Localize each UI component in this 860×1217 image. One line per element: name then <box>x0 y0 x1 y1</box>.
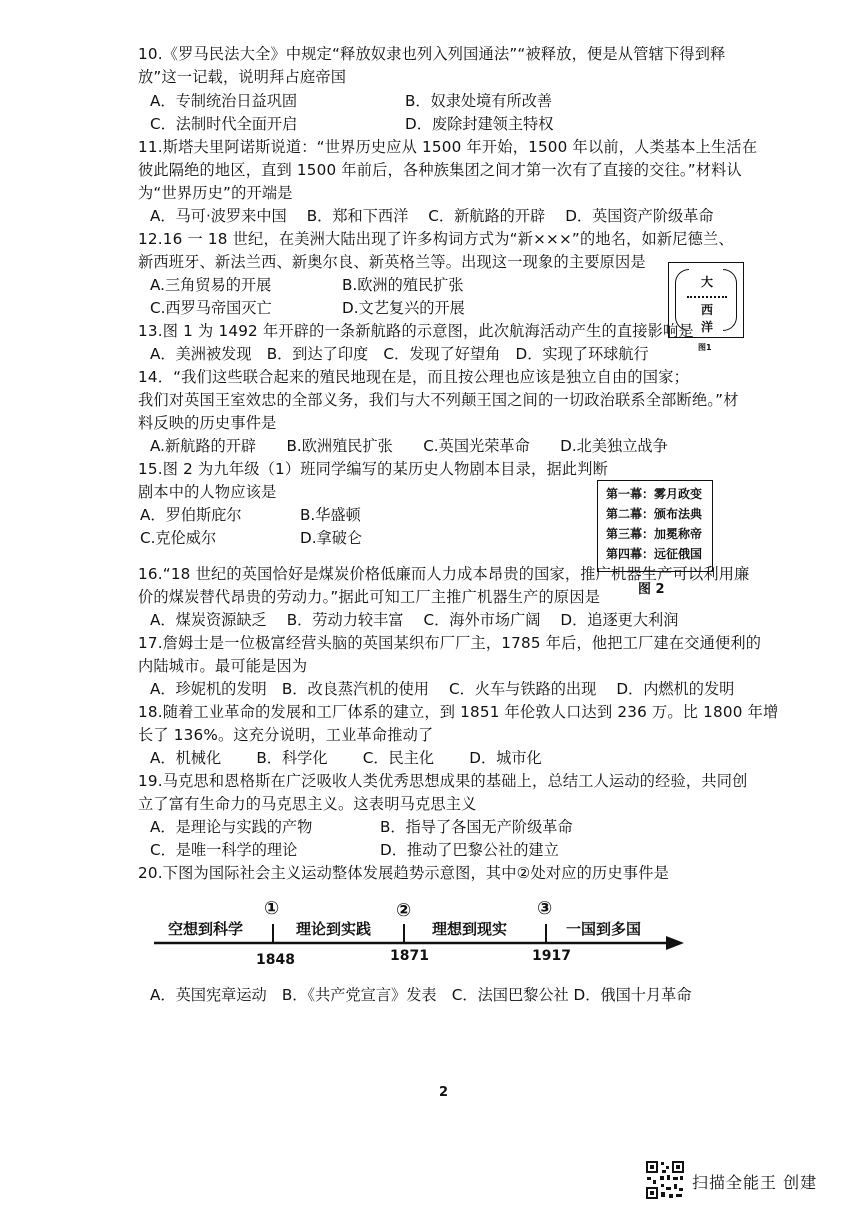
q16-line2: 价的煤炭替代昂贵的劳动力。”据此可知工厂主推广机器生产的原因是 <box>138 588 601 606</box>
stage-theory-to-practice: 理论到实践 <box>296 920 372 938</box>
q11-line3: 为“世界历史”的开端是 <box>138 184 293 202</box>
q12-line2: 新西班牙、新法兰西、新奥尔良、新英格兰等。出现这一现象的主要原因是 <box>138 253 646 271</box>
q19-option-b: B．指导了各国无产阶级革命 <box>380 818 573 836</box>
q14-line2: 我们对英国王室效忠的全部义务，我们与大不列颠王国之间的一切政治联系全部断绝。”材 <box>138 391 739 409</box>
q20-line1: 20.下图为国际社会主义运动整体发展趋势示意图，其中②处对应的历史事件是 <box>138 864 669 882</box>
q10-line1: 10.《罗马民法大全》中规定“释放奴隶也列入列国通法”“被释放，便是从管辖下得到释 <box>138 45 726 63</box>
q12-option-d: D.文艺复兴的开展 <box>342 299 465 317</box>
stage-utopia-to-science: 空想到科学 <box>168 920 244 938</box>
q17-line1: 17.詹姆士是一位极富经营头脑的英国某织布厂厂主，1785 年后，他把工厂建在交通便利的 <box>138 634 762 652</box>
year-1917: 1917 <box>532 948 571 964</box>
timeline-arrowhead <box>666 936 684 950</box>
q10-option-a: A．专制统治日益巩固 <box>150 92 298 110</box>
marker-1: ① <box>264 898 280 919</box>
q12-option-c: C.西罗马帝国灭亡 <box>150 299 272 317</box>
q18-options: A．机械化 B．科学化 C．民主化 D．城市化 <box>150 749 542 767</box>
marker-3: ③ <box>537 898 553 919</box>
q15-option-b: B.华盛顿 <box>300 506 361 524</box>
q15-option-a: A．罗伯斯庇尔 <box>140 506 242 524</box>
act-1: 第一幕：雾月政变 <box>606 487 703 501</box>
route-dotted-line <box>687 296 727 298</box>
q14-options: A.新航路的开辟 B.欧洲殖民扩张 C.英国光荣革命 D.北美独立战争 <box>150 437 668 455</box>
stage-one-to-many-countries: 一国到多国 <box>566 920 642 938</box>
q10-option-d: D．废除封建领主特权 <box>405 115 554 133</box>
q17-options: A．珍妮机的发明 B．改良蒸汽机的使用 C．火车与铁路的出现 D．内燃机的发明 <box>150 680 735 698</box>
q11-line2: 彼此隔绝的地区，直到 1500 年前后，各种族集团之间才第一次有了直接的交往。”材料认 <box>138 161 742 179</box>
q16-options: A．煤炭资源缺乏 B．劳动力较丰富 C．海外市场广阔 D．追逐更大利润 <box>150 611 679 629</box>
marker-2: ② <box>396 900 412 921</box>
q16-line1: 16.“18 世纪的英国恰好是煤炭价格低廉而人力成本昂贵的国家，推广机器生产可以利用廉 <box>138 565 750 583</box>
year-1871: 1871 <box>390 948 429 964</box>
figure-1-char-3: 洋 <box>700 320 713 334</box>
q10-option-b: B．奴隶处境有所改善 <box>405 92 553 110</box>
q10-option-c: C．法制时代全面开启 <box>150 115 298 133</box>
q10-line2: 放”这一记载，说明拜占庭帝国 <box>138 68 347 86</box>
q20-options: A．英国宪章运动 B．《共产党宣言》发表 C．法国巴黎公社 D．俄国十月革命 <box>150 986 692 1004</box>
q19-line1: 19.马克思和恩格斯在广泛吸收人类优秀思想成果的基础上，总结工人运动的经验，共同创 <box>138 772 748 790</box>
q15-option-d: D.拿破仑 <box>300 529 363 547</box>
figure-1-char-2: 西 <box>700 303 713 317</box>
act-2: 第二幕：颁布法典 <box>606 507 703 521</box>
q13-options: A．美洲被发现 B．到达了印度 C．发现了好望角 D．实现了环球航行 <box>150 345 649 363</box>
q18-line1: 18.随着工业革命的发展和工厂体系的建立，到 1851 年伦敦人口达到 236 万。比 1800 年增 <box>138 703 779 721</box>
q14-line1: 14．“我们这些联合起来的殖民地现在是，而且按公理也应该是独立自由的国家； <box>138 368 689 386</box>
act-4: 第四幕：远征俄国 <box>606 547 703 561</box>
scanner-watermark: 扫描全能王 创建 <box>692 1173 818 1192</box>
q14-line3: 料反映的历史事件是 <box>138 414 277 432</box>
year-1848: 1848 <box>256 952 295 968</box>
q19-option-c: C．是唯一科学的理论 <box>150 841 298 859</box>
q19-option-d: D．推动了巴黎公社的建立 <box>380 841 559 859</box>
q19-line2: 立了富有生命力的马克思主义。这表明马克思主义 <box>138 795 477 813</box>
page-number: 2 <box>439 1085 449 1100</box>
figure-2-script-contents <box>597 480 713 572</box>
q11-options: A．马可·波罗来中国 B．郑和下西洋 C．新航路的开辟 D．英国资产阶级革命 <box>150 207 714 225</box>
q15-line2: 剧本中的人物应该是 <box>138 483 277 501</box>
q17-line2: 内陆城市。最可能是因为 <box>138 657 308 675</box>
stage-ideal-to-reality: 理想到现实 <box>432 920 508 938</box>
figure-2-caption: 图 2 <box>638 582 665 597</box>
q12-option-a: A.三角贸易的开展 <box>150 276 272 294</box>
q19-option-a: A．是理论与实践的产物 <box>150 818 313 836</box>
q12-option-b: B.欧洲的殖民扩张 <box>342 276 464 294</box>
figure-1-caption: 图1 <box>698 343 712 352</box>
q13-line1: 13.图 1 为 1492 年开辟的一条新航路的示意图，此次航海活动产生的直接影响是 <box>138 322 694 340</box>
q15-option-c: C.克伦威尔 <box>140 529 217 547</box>
q12-line1: 12.16 一 18 世纪，在美洲大陆出现了许多构词方式为“新×××”的地名，如新尼德兰、 <box>138 230 734 248</box>
figure-1-char-1: 大 <box>700 275 713 289</box>
q15-line1: 15.图 2 为九年级（1）班同学编写的某历史人物剧本目录，据此判断 <box>138 460 608 478</box>
qr-code-icon <box>645 1160 685 1200</box>
q18-line2: 长了 136%。这充分说明，工业革命推动了 <box>138 726 434 744</box>
q11-line1: 11.斯塔夫里阿诺斯说道：“世界历史应从 1500 年开始，1500 年以前，人类基本上生活在 <box>138 138 758 156</box>
act-3: 第三幕：加冕称帝 <box>606 527 703 541</box>
